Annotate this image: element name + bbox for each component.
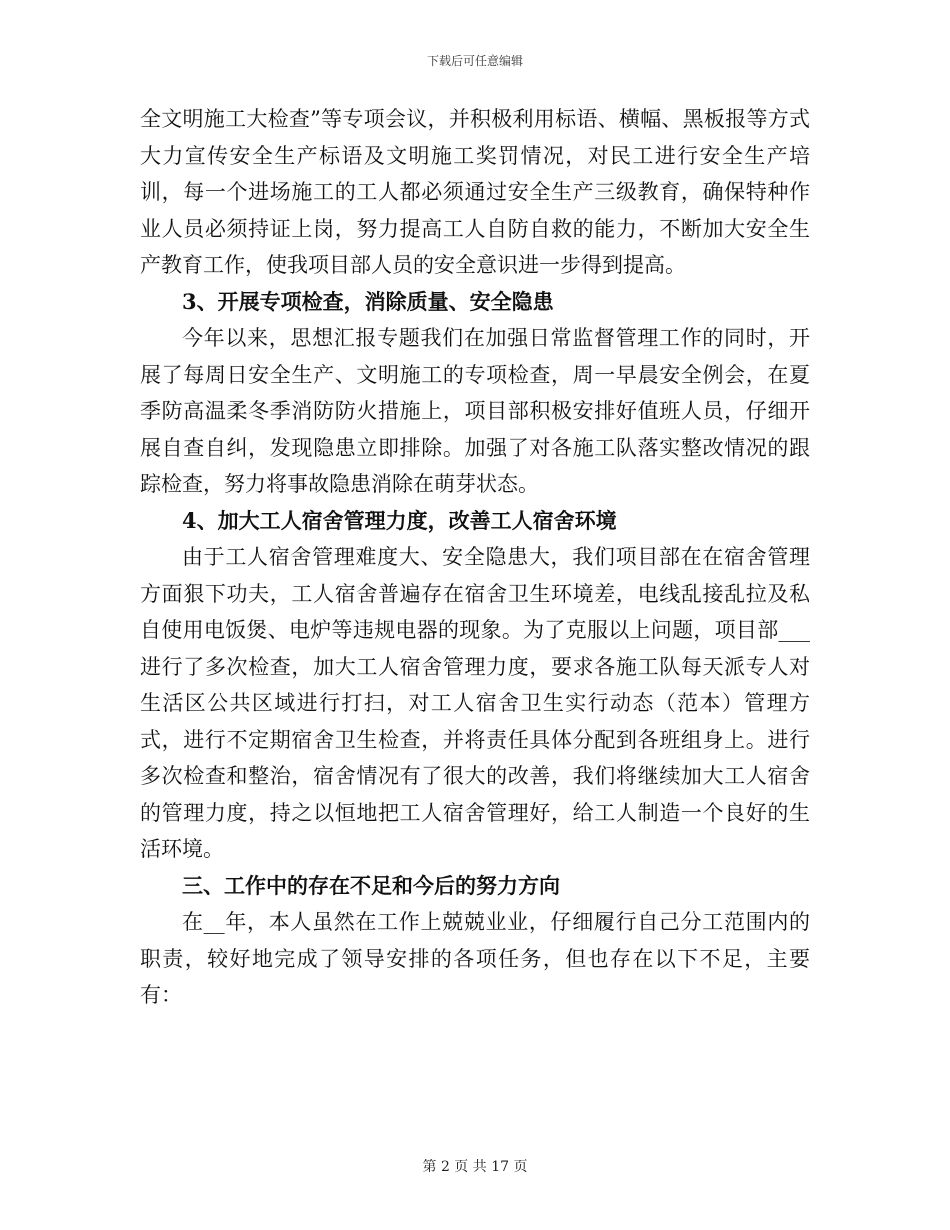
paragraph-safety-education: 全文明施工大检查”等专项会议，并积极利用标语、横幅、黑板报等方式大力宣传安全生产标语及文明施工奖罚情况，对民工进行安全生产培训，每一个进场施工的工人都必须通过安全生产三级教育，确保特种作业人员必须持证上岗，努力提高工人自防自救的能力，不断加大安全生产教育工作，使我项目部人员的安全意识进一步得到提高。 [140,107,810,277]
paragraph-dormitory: 由于工人宿舍管理难度大、安全隐患大，我们项目部在在宿舍管理方面狠下功夫，工人宿舍普遍存在宿舍卫生环境差，电线乱接乱拉及私自使用电饭煲、电炉等违规电器的现象。为了克服以上问题，项目部___进行了多次检查，加大工人宿舍管理力度，要求各施工队每天派专人对生活区公共区域进行打扫，对工人宿舍卫生实行动态（范本）管理方式，进行不定期宿舍卫生检查，并将责任具体分配到各班组身上。进行多次检查和整治，宿舍情况有了很大的改善，我们将继续加大工人宿舍的管理力度，持之以恒地把工人宿舍管理好，给工人制造一个良好的生活环境。 [140,545,810,861]
section-heading-special-inspection: 3、开展专项检查，消除质量、安全隐患 [182,288,554,314]
paragraph-special-inspection: 今年以来，思想汇报专题我们在加强日常监督管理工作的同时，开展了每周日安全生产、文明施工的专项检查，周一早晨安全例会，在夏季防高温柔冬季消防防火措施上，项目部积极安排好值班人员，仔细开展自查自纠，发现隐患立即排除。加强了对各施工队落实整改情况的跟踪检查，努力将事故隐患消除在萌芽状态。 [140,326,810,496]
section-heading-dormitory: 4、加大工人宿舍管理力度，改善工人宿舍环境 [182,507,617,533]
paragraph-shortcomings: 在__年，本人虽然在工作上兢兢业业，仔细履行自己分工范围内的职责，较好地完成了领导安排的各项任务，但也存在以下不足，主要有： [140,910,810,1007]
page-number-footer: 第 2 页 共 17 页 [422,1159,528,1175]
section-heading-shortcomings: 三、工作中的存在不足和今后的努力方向 [182,872,560,898]
document-body [140,101,810,1014]
page-header: 下载后可任意编辑 [426,54,523,68]
